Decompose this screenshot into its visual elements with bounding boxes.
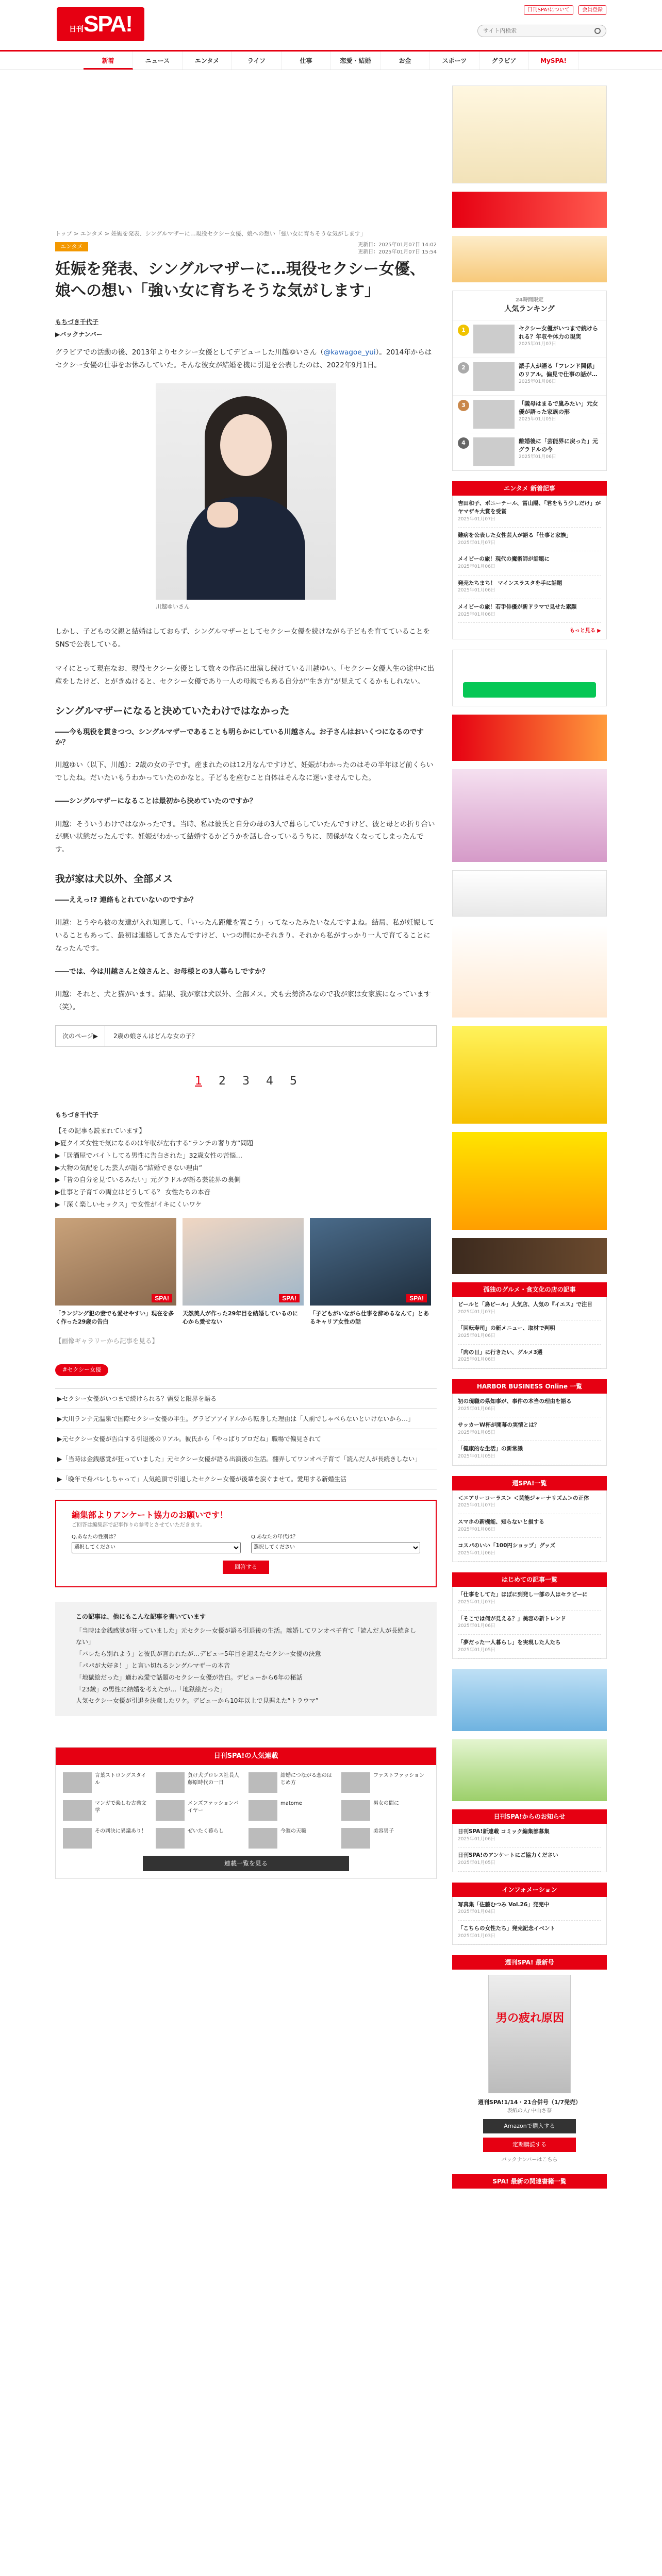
related-item[interactable]: ▶「居酒屋でバイトしてる男性に告白された」32歳女性の苦悩… bbox=[55, 1151, 243, 1159]
more-article[interactable]: 「パパが大好き！」と言い切れるシングルマザーの本音 bbox=[76, 1662, 230, 1669]
spa-item[interactable]: コスパのいい「100円ショップ」グッズ 2025年01月06日 bbox=[458, 1538, 601, 1562]
more-article[interactable]: 「バレたら別れよう」と彼氏が言われたが…デビュー5年目を迎えたセクシー女優の決意 bbox=[76, 1650, 321, 1658]
thumbnail-caption[interactable]: 「子どもがいながら仕事を辞めるなんて」とあるキャリア女性の話 bbox=[310, 1310, 429, 1325]
info-list bbox=[452, 1897, 607, 1945]
thumbnail[interactable]: SPA! bbox=[310, 1218, 431, 1306]
paragraph: マイにとって現在なお、現役セクシー女優として数々の作品に出演し続けている川越ゆい。「セクシー女優人生の途中に出産をしたけど、とがきぬけると、セクシー女優であり一人の母親でもある自分が“生き方”が見えてくるかもしれない。 bbox=[55, 665, 435, 686]
article-main bbox=[55, 230, 437, 2189]
more-article[interactable]: 「地獄絵だった」適わぬ愛で話題のセクシー女優が告白。デビューから6年の秘話 bbox=[76, 1673, 303, 1681]
twitter-link[interactable]: @kawagoe_yui bbox=[323, 348, 376, 357]
nav-love[interactable]: 恋愛・結婚 bbox=[331, 52, 380, 70]
news-list bbox=[452, 1587, 607, 1659]
related-article[interactable]: ▶大川ランナ元温泉で国際セクシー女優の半生。グラビアアイドルから転身した理由は「人前でしゃべらないといけないから…」 bbox=[55, 1409, 437, 1429]
main-nav bbox=[0, 52, 662, 70]
info-title: インフォメーション bbox=[452, 1883, 607, 1897]
series-item[interactable]: 美容男子 bbox=[341, 1828, 429, 1849]
interview-answer: 川越：とうやら彼の友達が入れ知恵して、「いったん距離を置こう」ってなったみたいなんですよね。結局、私が妊娠していることもあって、最初は連絡してきたんですけど、いつの間にかそれきり。それから私がすっかり一人で育てることになったんです。 bbox=[55, 919, 435, 953]
gender-select[interactable] bbox=[72, 1542, 241, 1553]
interview-question: ――シングルマザーになることは最初から決めていたのですか？ bbox=[55, 797, 257, 806]
backnumber-link[interactable]: バックナンバーはこちら bbox=[501, 2157, 558, 2163]
site-logo[interactable]: 日刊SPA! bbox=[57, 7, 144, 41]
about-link[interactable]: 日刊SPA!について bbox=[524, 5, 573, 15]
interview-question: ――ええっ!? 連絡もとれていないのですか？ bbox=[55, 895, 197, 904]
related-item[interactable]: ▶「昔の自分を見ているみたい」元グラドルが語る芸能界の裏側 bbox=[55, 1176, 241, 1184]
nav-life[interactable]: ライフ bbox=[232, 52, 282, 70]
ad-banner[interactable] bbox=[452, 1238, 607, 1274]
ranking-box: 24時間限定 人気ランキング 1 セクシー女優がいつまで続けられる？年収や体力の現実 2025年01月07日 2 派手人が語る「フレンド関係」のリアル。偏見で仕事の話が… 2025年01月06日 3 「義母はまるで嵐みたい」元女優が語った家族の形 2025年01月05日 4 離婚後に「芸能界に戻った」元グラドルの今 2025年01月06日 bbox=[452, 291, 607, 471]
ent-item[interactable]: 吉田和子、ポニーテール、冨山陽、「君をもう少しだけ」がヤマザキ大賞を受賞 2025年01月07日 bbox=[458, 496, 601, 528]
related-article[interactable]: ▶「当時は金銭感覚が狂っていました」元セクシー女優が語る出演後の生活。翻弄してワンオペ子育て「読んだ人が長続きしない」 bbox=[55, 1449, 437, 1469]
ranking-item[interactable]: 1 セクシー女優がいつまで続けられる？年収や体力の現実 2025年01月07日 bbox=[453, 320, 606, 358]
harbor-title: HARBOR BUSINESS Online 一覧 bbox=[452, 1379, 607, 1394]
site-header bbox=[0, 0, 662, 52]
section-heading: 我が家は犬以外、全部メス bbox=[55, 873, 173, 885]
survey-box: 編集部よりアンケート協力のお願いです！ ご回答は編集部で記事作りの参考とさせていただきます。 Q.あなたの性別は？ 選択してください Q.あなたの年代は？ 選択してください 回答する bbox=[55, 1500, 437, 1587]
page-1[interactable]: 1 bbox=[195, 1075, 202, 1088]
related-item[interactable]: ▶大物の気配をした芸人が語る“結婚できない理由” bbox=[55, 1163, 203, 1172]
related-article-list bbox=[55, 1388, 437, 1489]
breadcrumb[interactable]: トップ > エンタメ > 妊娠を発表、シングルマザーに…現役セクシー女優、娘への想い「強い女に育ちそうな気がします」 bbox=[55, 230, 366, 237]
header-links bbox=[524, 5, 606, 15]
related-item[interactable]: ▶夏クイズ女性で気になるのは年収が左右する“ランチの奢り方”問題 bbox=[55, 1139, 254, 1147]
related-article[interactable]: ▶「晩年で身バレしちゃって」人気絶頂で引退したセクシー女優が後輩を涙ぐませて。愛用する新婚生活 bbox=[55, 1469, 437, 1489]
page-4[interactable]: 4 bbox=[266, 1075, 273, 1088]
ad-banner[interactable] bbox=[452, 715, 607, 761]
tag-button[interactable]: #セクシー女優 bbox=[55, 1364, 108, 1376]
series-item[interactable]: ファストファッション bbox=[341, 1772, 429, 1793]
ent-new-list bbox=[452, 496, 607, 639]
series-item[interactable]: その判決に異議あり！ bbox=[63, 1828, 151, 1849]
news-item[interactable]: 「夢だった一人暮らし」を実現した人たち 2025年01月05日 bbox=[458, 1635, 601, 1658]
interview-question: ――では、今は川越さんと娘さんと、お母様との3人暮らしですか？ bbox=[55, 968, 269, 976]
subscribe-button[interactable]: 定期購読する bbox=[483, 2138, 576, 2152]
page-2[interactable]: 2 bbox=[219, 1075, 226, 1088]
latest-books-title: SPA! 最新の関連書籍一覧 bbox=[452, 2174, 607, 2189]
related-thumbnails bbox=[55, 1218, 437, 1306]
harbor-list bbox=[452, 1394, 607, 1466]
survey-title: 編集部よりアンケート協力のお願いです！ bbox=[72, 1510, 228, 1520]
search-box bbox=[477, 25, 606, 37]
gourmet-list bbox=[452, 1297, 607, 1369]
updated-date: 更新日：2025年01月07日 15:54 bbox=[358, 249, 437, 255]
thumbnail-caption[interactable]: 天然美人が作った29年目を結婚しているのに心から愛せない bbox=[183, 1310, 299, 1325]
series-item[interactable]: マンガで楽しむ古典文学 bbox=[63, 1800, 151, 1821]
ranking-item[interactable]: 2 派手人が語る「フレンド関係」のリアル。偏見で仕事の話が… 2025年01月06日 bbox=[453, 358, 606, 395]
category-tag[interactable]: エンタメ bbox=[55, 242, 88, 252]
ent-new-title: エンタメ 新着記事 bbox=[452, 481, 607, 496]
spa-item[interactable]: スマホの新機能、知らないと損する 2025年01月06日 bbox=[458, 1514, 601, 1538]
weekly-cover-box: 男の疲れ原因 週刊SPA!1/14・21合併号（1/7発売） 表紙の人/ 中山さ奈 Amazonで購入する 定期購読する バックナンバーはこちら bbox=[452, 1975, 607, 2164]
harbor-item[interactable]: 「健康的な生活」の新常識 2025年01月05日 bbox=[458, 1441, 601, 1465]
search-icon[interactable] bbox=[594, 28, 601, 34]
ad-banner[interactable] bbox=[452, 86, 607, 183]
series-item[interactable]: 今週の天職 bbox=[249, 1828, 336, 1849]
ad-banner[interactable] bbox=[452, 925, 607, 1018]
spa-item[interactable]: ＜エアリーコーラス＞ ＜芸能ジャーナリズム＞の正体 2025年01月07日 bbox=[458, 1490, 601, 1514]
ad-banner[interactable] bbox=[452, 769, 607, 862]
register-link[interactable]: 会員登録 bbox=[578, 5, 606, 15]
news-title: はじめての記事一覧 bbox=[452, 1572, 607, 1587]
backnumber-link[interactable]: ▶バックナンバー bbox=[55, 331, 103, 338]
series-more-button[interactable]: 連載一覧を見る bbox=[143, 1856, 349, 1871]
news-item[interactable]: 「仕事をしてた」ほぼに到発し一部の人はセラピーに 2025年01月07日 bbox=[458, 1587, 601, 1611]
ent-item[interactable]: メイビーの旅！現代の魔術師が話題に 2025年01月06日 bbox=[458, 551, 601, 575]
ranking-item[interactable]: 4 離婚後に「芸能界に戻った」元グラドルの今 2025年01月06日 bbox=[453, 433, 606, 470]
series-item[interactable]: ぜいたく暮らし bbox=[156, 1828, 243, 1849]
ent-item[interactable]: 難病を公表した女性芸人が語る「仕事と家族」 2025年01月07日 bbox=[458, 528, 601, 551]
article-photo[interactable] bbox=[156, 383, 336, 600]
info-item[interactable]: 「こちらの女性たち」発売記念イベント 2025年01月03日 bbox=[458, 1921, 601, 1944]
gourmet-title: 孤独のグルメ・食文化の店の記事 bbox=[452, 1282, 607, 1297]
lead-paragraph: グラビアでの活動の後、2013年よりセクシー女優としてデビューした川越ゆいさん（@kawagoe_yui）。2014年からはセクシー女優の仕事をお休みしていた。そんな彼女が結婚を機に引退を公表したのは、2022年9月1日。 bbox=[55, 348, 432, 369]
ad-banner[interactable] bbox=[452, 1739, 607, 1801]
spa-list-title: 週SPA!一覧 bbox=[452, 1476, 607, 1490]
gourmet-item[interactable]: ビールと「鳥ビール」人気店、人気の『イエス』で注目 2025年01月07日 bbox=[458, 1297, 601, 1320]
pagination bbox=[55, 1073, 437, 1090]
news-item[interactable]: 「そこでは何が見える？」美容の新トレンド 2025年01月06日 bbox=[458, 1611, 601, 1635]
series-item[interactable]: 男女の間に bbox=[341, 1800, 429, 1821]
gourmet-item[interactable]: 「肉の日」に行きたい、グルメ3選 2025年01月06日 bbox=[458, 1345, 601, 1368]
info-item[interactable]: 写真集「佐藤むつみ Vol.26」発売中 2025年01月04日 bbox=[458, 1897, 601, 1921]
gallery-link[interactable]: 【画像ギャラリーから記事を見る】 bbox=[55, 1336, 159, 1345]
more-article[interactable]: 「23歳」の男性に結婚を考えたが…「地獄絵だった」 bbox=[76, 1685, 226, 1693]
series-item[interactable]: 負け犬プロレス社長人 藤原時代の一日 bbox=[156, 1772, 243, 1793]
nav-new[interactable]: 新着 bbox=[84, 52, 133, 70]
survey-subtitle: ご回答は編集部で記事作りの参考とさせていただきます。 bbox=[72, 1522, 206, 1528]
page-3[interactable]: 3 bbox=[242, 1075, 250, 1088]
line-banner[interactable] bbox=[452, 650, 607, 706]
section-heading: シングルマザーになると決めていたわけではなかった bbox=[55, 705, 290, 717]
article-dates bbox=[358, 242, 437, 256]
notice-title: 日刊SPA!からのお知らせ bbox=[452, 1809, 607, 1824]
more-article[interactable]: 人気セクシー女優が引退を決意したワケ。デビューから10年以上で見据えた“トラウマ” bbox=[76, 1697, 319, 1705]
harbor-item[interactable]: サッカーW杯が開幕の実情とは？ 2025年01月05日 bbox=[458, 1417, 601, 1441]
spa-list bbox=[452, 1490, 607, 1563]
notice-list bbox=[452, 1824, 607, 1872]
published-date: 更新日：2025年01月07日 14:02 bbox=[358, 242, 437, 248]
series-item[interactable]: matome bbox=[249, 1800, 336, 1821]
next-page-title[interactable]: 2歳の娘さんはどんな女の子？ bbox=[113, 1032, 198, 1040]
photo-caption: 川越ゆいさん bbox=[156, 603, 190, 610]
paragraph: しかし、子どもの父親と結婚はしておらず、シングルマザーとしてセクシー女優を続けながら子どもを育てていることをSNSで公表している。 bbox=[55, 628, 430, 649]
weekly-cover[interactable]: 男の疲れ原因 bbox=[488, 1975, 571, 2093]
more-article[interactable]: 「当時は金銭感覚が狂っていました」元セクシー女優が語る引退後の生活。離婚してワンオペ子育て「読んだ人が長続きしない」 bbox=[76, 1626, 417, 1646]
series-item[interactable]: 結婚につながる恋のはじめ方 bbox=[249, 1772, 336, 1793]
more-articles-box: この記事は、他にもこんな記事を書いています 「当時は金銭感覚が狂っていました」元セクシー女優が語る引退後の生活。離婚してワンオペ子育て「読んだ人が長続きしない」 「バレたら別れよう」と彼氏が言われたが…デビュー5年目を迎えたセクシー女優の決意 「パパが大好き！」と言い切れるシングルマザーの本音 「地獄絵だった」適わぬ愛で話題のセクシー女優が告白。デビューから6年の秘話 「23歳」の男性に結婚を考えたが…「地獄絵だった」 人気セクシー女優が引退を決意したワケ。デビューから10年以上で見据えた“トラウマ” bbox=[55, 1602, 437, 1716]
notice-item[interactable]: 日刊SPA!新連載 コミック編集部募集 2025年01月06日 bbox=[458, 1824, 601, 1848]
survey-submit-button[interactable]: 回答する bbox=[223, 1561, 269, 1574]
ad-banner[interactable] bbox=[452, 1026, 607, 1124]
related-article[interactable]: ▶元セクシー女優が告白する引退後のリアル。彼氏から「やっぱりプロだね」職場で偏見されて bbox=[55, 1429, 437, 1449]
ad-banner[interactable] bbox=[452, 870, 607, 917]
nav-gravure[interactable]: グラビア bbox=[479, 52, 529, 70]
thumbnail[interactable]: SPA! bbox=[55, 1218, 176, 1306]
next-page-button[interactable]: 次のページ▶ bbox=[56, 1026, 105, 1046]
ent-more-link[interactable]: もっと見る ▶ bbox=[569, 628, 601, 634]
weekly-title: 週刊SPA! 最新号 bbox=[452, 1955, 607, 1970]
ent-item[interactable]: 発売たちまち！ マインスラスタを手に話題 2025年01月06日 bbox=[458, 575, 601, 599]
popular-series: 日刊SPA!の人気連載 言葉ストロングスタイル 負け犬プロレス社長人 藤原時代の一日 結婚につながる恋のはじめ方 ファストファッション マンガで楽しむ古典文学 メンズファッションバイヤー matome 男女の間に その判決に異議あり！ ぜいたく暮らし 今週の天職 美容男子 連載一覧を見る bbox=[55, 1747, 437, 1879]
harbor-item[interactable]: 初の現職の県知事が、事件の本当の理由を語る 2025年01月06日 bbox=[458, 1394, 601, 1417]
related-article[interactable]: ▶セクシー女優がいつまで続けられる？需要と限界を語る bbox=[55, 1389, 437, 1409]
age-select[interactable] bbox=[251, 1542, 420, 1553]
page-5[interactable]: 5 bbox=[290, 1075, 297, 1088]
sidebar bbox=[452, 86, 607, 2189]
notice-item[interactable]: 日刊SPA!のアンケートにご協力ください 2025年01月05日 bbox=[458, 1848, 601, 1871]
ranking-item[interactable]: 3 「義母はまるで嵐みたい」元女優が語った家族の形 2025年01月05日 bbox=[453, 395, 606, 433]
ad-banner[interactable] bbox=[452, 236, 607, 282]
thumbnail-caption[interactable]: 「ランジング犯の妻でも愛せやすい」現在を多く作った29歳の告白 bbox=[55, 1310, 174, 1325]
nav-myspa[interactable]: MySPA! bbox=[529, 52, 578, 70]
related-item[interactable]: ▶仕事と子育ての両立はどうしてる？ 女性たちの本音 bbox=[55, 1188, 211, 1196]
search-input[interactable] bbox=[483, 28, 594, 34]
amazon-button[interactable]: Amazonで購入する bbox=[483, 2119, 576, 2133]
thumbnail[interactable]: SPA! bbox=[183, 1218, 304, 1306]
nav-money[interactable]: お金 bbox=[380, 52, 430, 70]
related-item[interactable]: ▶「深く楽しいセックス」で女性がイキにくいワケ bbox=[55, 1200, 202, 1208]
nav-news[interactable]: ニュース bbox=[133, 52, 183, 70]
interview-answer: 川越ゆい（以下、川越）：2歳の女の子です。産まれたのは12月なんですけど、妊娠がわかったのはその半年ほど前くらいでしたね。だいたいもうわかっていたのかなと。子どもを産むこと自体はそんなに迷いませんでした。 bbox=[55, 761, 434, 783]
weekly-issue: 週刊SPA!1/14・21合併号（1/7発売） bbox=[477, 2099, 582, 2106]
series-item[interactable]: 言葉ストロングスタイル bbox=[63, 1772, 151, 1793]
nav-work[interactable]: 仕事 bbox=[282, 52, 331, 70]
ad-banner[interactable] bbox=[452, 1669, 607, 1731]
gourmet-item[interactable]: 「回転寿司」の新メニュー、取材で判明 2025年01月06日 bbox=[458, 1320, 601, 1344]
ad-banner[interactable] bbox=[452, 192, 607, 228]
interview-question: ――今も現役を貫きつつ、シングルマザーであることも明らかにしている川越さん。お子さんはおいくつになるのですか？ bbox=[55, 727, 424, 747]
ad-banner[interactable] bbox=[452, 1132, 607, 1230]
interview-answer: 川越：そういうわけではなかったです。当時、私は彼氏と自分の母の3人で暮らしていたんですけど、彼と母との折り合いが悪い状態だったんです。妊娠がわかって結婚するかどうかを話し合っているうちに、関係がなくなってしまったんです。 bbox=[55, 820, 435, 854]
writer-link[interactable]: もちづき千代子 bbox=[55, 318, 98, 326]
nav-sports[interactable]: スポーツ bbox=[430, 52, 479, 70]
interview-answer: 川越：それと、犬と猫がいます。結果、我が家は犬以外、全部メス。犬も去勢済みなので我が家は女家族になっています（笑）。 bbox=[55, 990, 431, 1012]
author-section[interactable]: もちづき千代子 bbox=[55, 1111, 98, 1119]
series-item[interactable]: メンズファッションバイヤー bbox=[156, 1800, 243, 1821]
nav-entertainment[interactable]: エンタメ bbox=[183, 52, 232, 70]
article-title: 妊娠を発表、シングルマザーに…現役セクシー女優、娘への想い「強い女に育ちそうな気がします」 bbox=[55, 260, 425, 300]
next-page-box[interactable] bbox=[55, 1025, 437, 1047]
related-text: 【その記事も読まれています】 ▶夏クイズ女性で気になるのは年収が左右する“ランチの奢り方”問題 ▶「居酒屋でバイトしてる男性に告白された」32歳女性の苦悩… ▶大物の気配をした芸人が語る“結婚できない理由” ▶「昔の自分を見ているみたい」元グラドルが語る芸能界の裏側 ▶仕事と子育ての両立はどうしてる？ 女性たちの本音 ▶「深く楽しいセックス」で女性がイキにくいワケ bbox=[55, 1125, 437, 1210]
ent-item[interactable]: メイビーの旅！若手俳優が新ドラマで見せた素顔 2025年01月06日 bbox=[458, 599, 601, 623]
